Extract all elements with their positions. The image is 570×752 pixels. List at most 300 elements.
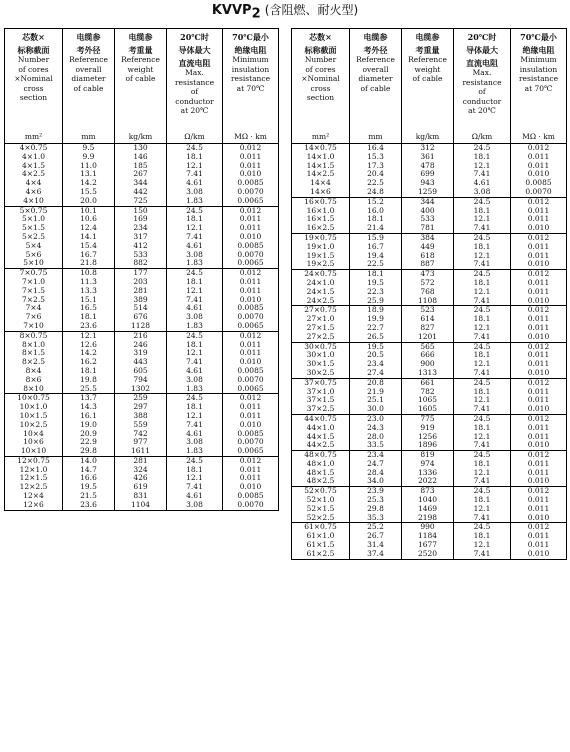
cell-insulation: 0.012 [223,331,279,340]
header-unit: mm [81,132,96,141]
cell-weight: 725 [115,197,167,206]
cell-cores: 19×0.75 [292,233,350,242]
header-label-en: Number [17,55,50,64]
cell-weight: 312 [402,144,454,153]
cell-resistance: 12.1 [454,360,511,369]
cell-resistance: 12.1 [454,541,511,550]
cell-insulation: 0.011 [511,252,567,261]
table-row [292,342,567,351]
cell-resistance: 24.5 [167,144,223,153]
cell-resistance: 18.1 [454,351,511,360]
cell-resistance: 24.5 [454,306,511,315]
cell-insulation: 0.011 [511,532,567,541]
table-row [5,501,279,510]
cell-cores: 8×10 [5,385,63,394]
cell-cores: 37×2.5 [292,405,350,414]
table-row [5,438,279,447]
table-row [5,322,279,331]
cell-diameter: 23.6 [63,501,115,510]
cell-cores: 52×0.75 [292,487,350,496]
table-row [5,206,279,215]
cell-cores: 5×4 [5,242,63,251]
table-header-row [5,29,279,144]
table-row [292,360,567,369]
cell-cores: 14×2.5 [292,170,350,179]
cell-resistance: 24.5 [454,451,511,460]
cell-weight: 1065 [402,396,454,405]
table-row [5,233,279,242]
cell-cores: 52×1.5 [292,505,350,514]
cell-diameter: 18.9 [350,306,402,315]
cell-weight: 1677 [402,541,454,550]
cell-cores: 16×0.75 [292,197,350,206]
cell-resistance: 7.41 [167,421,223,430]
cell-weight: 1040 [402,496,454,505]
cell-diameter: 11.0 [63,162,115,171]
cell-weight: 873 [402,487,454,496]
cell-diameter: 22.5 [350,260,402,269]
cell-resistance: 7.41 [454,333,511,342]
cell-weight: 618 [402,252,454,261]
cell-insulation: 0.012 [511,451,567,460]
cell-diameter: 18.1 [350,215,402,224]
cell-resistance: 18.1 [167,403,223,412]
cell-insulation: 0.010 [223,233,279,242]
cell-weight: 1302 [115,385,167,394]
cell-diameter: 14.7 [63,466,115,475]
cell-diameter: 20.4 [350,170,402,179]
cell-insulation: 0.010 [511,550,567,559]
cell-cores: 4×4 [5,179,63,188]
table-row [292,306,567,315]
cell-insulation: 0.012 [223,144,279,153]
cell-insulation: 0.011 [511,433,567,442]
cell-cores: 12×1.5 [5,474,63,483]
cell-diameter: 23.9 [350,487,402,496]
cell-cores: 14×1.0 [292,153,350,162]
table-row [292,144,567,153]
cell-cores: 61×0.75 [292,523,350,532]
table-row [292,405,567,414]
table-row [5,376,279,385]
cell-weight: 1313 [402,369,454,378]
cell-diameter: 18.1 [350,270,402,279]
cell-resistance: 18.1 [454,388,511,397]
table-row [292,532,567,541]
cell-cores: 52×2.5 [292,514,350,523]
cell-resistance: 4.61 [454,179,511,188]
cell-insulation: 0.0070 [511,188,567,197]
cell-cores: 27×2.5 [292,333,350,342]
header-label-en: ×Nominal [301,74,340,83]
cell-diameter: 22.3 [350,288,402,297]
cell-diameter: 14.1 [63,233,115,242]
cell-resistance: 7.41 [454,224,511,233]
cell-resistance: 18.1 [454,207,511,216]
cell-resistance: 4.61 [167,242,223,251]
cell-diameter: 28.4 [350,469,402,478]
cell-insulation: 0.012 [511,144,567,153]
cell-weight: 827 [402,324,454,333]
table-row [292,179,567,188]
header-unit: mm [368,132,383,141]
cell-resistance: 4.61 [167,367,223,376]
table-row [5,170,279,179]
cell-diameter: 13.1 [63,170,115,179]
cell-insulation: 0.012 [223,394,279,403]
cell-weight: 234 [115,224,167,233]
cell-insulation: 0.011 [223,341,279,350]
cell-insulation: 0.011 [511,496,567,505]
cell-cores: 52×1.0 [292,496,350,505]
cell-diameter: 29.8 [63,447,115,456]
cell-insulation: 0.0085 [223,492,279,501]
header-unit: MΩ · km [522,132,555,141]
cell-resistance: 12.1 [454,396,511,405]
cell-weight: 2198 [402,514,454,523]
title-subtitle: (含阻燃、耐火型) [264,3,359,17]
cell-diameter: 19.5 [350,342,402,351]
cell-diameter: 19.4 [350,252,402,261]
cell-cores: 16×2.5 [292,224,350,233]
cell-diameter: 25.1 [350,396,402,405]
cell-diameter: 15.4 [63,242,115,251]
cell-resistance: 1.83 [167,447,223,456]
cell-diameter: 9.5 [63,144,115,153]
cell-diameter: 20.8 [350,378,402,387]
column-header-diameter [63,29,115,144]
table-row [292,197,567,206]
cell-cores: 24×0.75 [292,270,350,279]
cell-insulation: 0.0085 [223,242,279,251]
cell-cores: 7×2.5 [5,296,63,305]
cell-weight: 146 [115,153,167,162]
cell-diameter: 10.8 [63,269,115,278]
cell-insulation: 0.010 [511,477,567,486]
table-row [292,441,567,450]
table-row [5,466,279,475]
table-row [292,460,567,469]
cell-diameter: 16.6 [63,474,115,483]
header-label-en: at 70℃ [524,83,553,93]
cell-cores: 24×2.5 [292,297,350,306]
cell-diameter: 19.0 [63,421,115,430]
cell-insulation: 0.010 [223,483,279,492]
table-row [292,324,567,333]
cell-cores: 12×4 [5,492,63,501]
cell-resistance: 18.1 [454,496,511,505]
cell-diameter: 17.3 [350,162,402,171]
cell-diameter: 35.3 [350,514,402,523]
cell-weight: 297 [115,403,167,412]
table-row [5,304,279,313]
cell-diameter: 23.4 [350,451,402,460]
cell-resistance: 12.1 [454,215,511,224]
table-row [5,144,279,153]
header-label-zh: 直流电阻 [178,58,211,68]
cell-insulation: 0.010 [511,514,567,523]
table-row [292,188,567,197]
header-unit: Ω/km [184,132,205,141]
table-row [5,251,279,260]
table-row [292,279,567,288]
cell-weight: 324 [115,466,167,475]
cell-resistance: 18.1 [454,315,511,324]
cell-weight: 1469 [402,505,454,514]
cell-cores: 37×0.75 [292,378,350,387]
cell-resistance: 12.1 [454,324,511,333]
cell-insulation: 0.011 [223,474,279,483]
cell-weight: 1896 [402,441,454,450]
cell-diameter: 15.5 [63,188,115,197]
cell-weight: 794 [115,376,167,385]
cell-resistance: 24.5 [454,233,511,242]
cell-weight: 281 [115,287,167,296]
cell-cores: 10×1.5 [5,412,63,421]
cell-cores: 48×0.75 [292,451,350,460]
table-row [292,153,567,162]
header-label-en: of [478,87,486,96]
cell-resistance: 18.1 [167,215,223,224]
header-label-en: Minimum [232,55,269,64]
cell-resistance: 3.08 [167,376,223,385]
cell-diameter: 20.9 [63,430,115,439]
header-label-en: Max. [472,68,492,77]
cell-insulation: 0.011 [223,162,279,171]
cell-insulation: 0.011 [511,315,567,324]
cell-diameter: 12.6 [63,341,115,350]
header-label-en: of cores [18,64,49,74]
table-row [292,297,567,306]
cell-cores: 24×1.5 [292,288,350,297]
cell-insulation: 0.010 [223,358,279,367]
cell-cores: 5×1.0 [5,215,63,224]
cell-diameter: 9.9 [63,153,115,162]
cell-diameter: 18.1 [63,367,115,376]
cell-resistance: 12.1 [454,433,511,442]
cell-resistance: 7.41 [454,260,511,269]
table-row [292,396,567,405]
table-body [5,144,279,511]
page-title [0,2,570,23]
header-label-en: at 20℃ [180,106,209,115]
cell-resistance: 18.1 [167,278,223,287]
cell-diameter: 37.4 [350,550,402,559]
cell-insulation: 0.0065 [223,259,279,268]
cell-resistance: 7.41 [454,477,511,486]
cell-resistance: 7.41 [167,296,223,305]
cell-insulation: 0.010 [511,260,567,269]
header-label-zh: 20℃时 [467,32,497,42]
cell-diameter: 34.0 [350,477,402,486]
cell-weight: 478 [402,162,454,171]
cell-diameter: 23.6 [63,322,115,331]
cell-insulation: 0.011 [511,469,567,478]
cell-insulation: 0.011 [223,403,279,412]
header-label-zh: 绝缘电阻 [522,45,555,55]
header-label-en: of [190,87,199,96]
cell-weight: 442 [115,188,167,197]
table-row [5,188,279,197]
cell-insulation: 0.011 [511,215,567,224]
cell-diameter: 20.0 [63,197,115,206]
table-row [5,153,279,162]
cell-cores: 8×2.5 [5,358,63,367]
cell-diameter: 15.1 [63,296,115,305]
cell-cores: 4×1.5 [5,162,63,171]
cell-weight: 1128 [115,322,167,331]
table-row [292,433,567,442]
header-label-en: of cable [412,74,443,83]
cell-diameter: 16.7 [63,251,115,260]
cell-insulation: 0.010 [511,405,567,414]
cell-weight: 2520 [402,550,454,559]
cell-resistance: 18.1 [454,153,511,162]
cell-diameter: 15.2 [350,197,402,206]
cell-insulation: 0.012 [511,487,567,496]
cell-weight: 782 [402,388,454,397]
table-row [292,252,567,261]
cell-cores: 19×2.5 [292,260,350,269]
cell-resistance: 12.1 [167,224,223,233]
cell-insulation: 0.0065 [223,447,279,456]
cell-resistance: 18.1 [167,153,223,162]
cell-resistance: 7.41 [167,358,223,367]
cell-insulation: 0.0085 [223,179,279,188]
cell-weight: 185 [115,162,167,171]
cell-resistance: 7.41 [167,483,223,492]
table-row [292,333,567,342]
table-row [5,394,279,403]
cell-insulation: 0.011 [511,541,567,550]
cell-weight: 572 [402,279,454,288]
cell-resistance: 1.83 [167,385,223,394]
header-label-zh: 标称截面 [304,45,337,55]
cell-insulation: 0.010 [511,297,567,306]
header-label-en: Reference [121,55,160,64]
header-label-en: Max. [185,68,204,77]
cell-weight: 150 [115,206,167,215]
table-row [292,514,567,523]
cell-diameter: 23.0 [350,414,402,423]
spec-table-left [4,28,279,511]
cell-diameter: 26.7 [350,532,402,541]
cell-insulation: 0.011 [511,162,567,171]
cell-diameter: 12.4 [63,224,115,233]
cell-diameter: 13.3 [63,287,115,296]
header-unit: kg/km [128,132,153,141]
cell-weight: 412 [115,242,167,251]
cell-cores: 8×1.0 [5,341,63,350]
cell-cores: 44×1.0 [292,424,350,433]
cell-insulation: 0.012 [511,270,567,279]
table-row [292,233,567,242]
cell-diameter: 29.8 [350,505,402,514]
cell-weight: 882 [115,259,167,268]
table-row [5,215,279,224]
header-label-en: of cable [73,83,104,93]
table-row [292,388,567,397]
cell-insulation: 0.012 [511,197,567,206]
header-label-en: ×Nominal [14,74,53,83]
cell-cores: 10×10 [5,447,63,456]
cell-weight: 1259 [402,188,454,197]
cell-resistance: 12.1 [167,349,223,358]
cell-weight: 619 [115,483,167,492]
cell-weight: 974 [402,460,454,469]
cell-resistance: 7.41 [454,514,511,523]
cell-resistance: 1.83 [167,197,223,206]
column-header-resistance [167,29,223,144]
cell-diameter: 27.4 [350,369,402,378]
table-row [292,369,567,378]
cell-diameter: 16.4 [350,144,402,153]
cell-insulation: 0.011 [511,388,567,397]
cell-resistance: 18.1 [454,279,511,288]
table-row [292,243,567,252]
cell-cores: 37×1.5 [292,396,350,405]
cell-weight: 676 [115,313,167,322]
cell-diameter: 14.2 [63,349,115,358]
cell-cores: 44×2.5 [292,441,350,450]
header-label-en: weight [127,64,154,74]
table-row [292,215,567,224]
table-row [5,224,279,233]
header-label-en: cross [23,83,44,93]
cell-cores: 10×6 [5,438,63,447]
table-row [5,331,279,340]
header-label-en: of cores [305,64,336,74]
cell-insulation: 0.011 [511,424,567,433]
cell-weight: 2022 [402,477,454,486]
cell-diameter: 23.4 [350,360,402,369]
cell-diameter: 25.2 [350,523,402,532]
cell-insulation: 0.0065 [223,197,279,206]
cell-insulation: 0.011 [511,460,567,469]
title-subscript: 2 [251,6,261,22]
header-label-zh: 电缆参 [128,32,153,42]
cell-cores: 30×1.5 [292,360,350,369]
cell-resistance: 7.41 [454,550,511,559]
header-unit: kg/km [415,132,440,141]
header-label-zh: 绝缘电阻 [234,45,267,55]
header-label-zh: 电缆参 [363,32,388,42]
cell-weight: 614 [402,315,454,324]
header-label-zh: 70℃最小 [520,32,557,42]
header-unit: mm² [311,132,330,141]
column-header-cores [5,29,63,144]
cell-resistance: 3.08 [454,188,511,197]
column-header-insulation [223,29,279,144]
table-row [5,179,279,188]
cell-cores: 7×0.75 [5,269,63,278]
cell-insulation: 0.011 [511,324,567,333]
cell-resistance: 24.5 [167,206,223,215]
cell-insulation: 0.011 [511,360,567,369]
cell-weight: 384 [402,233,454,242]
cell-insulation: 0.011 [223,412,279,421]
cell-cores: 30×1.0 [292,351,350,360]
cell-diameter: 30.0 [350,405,402,414]
cell-cores: 5×2.5 [5,233,63,242]
cell-weight: 1104 [115,501,167,510]
cell-diameter: 24.7 [350,460,402,469]
cell-insulation: 0.011 [511,351,567,360]
cell-cores: 12×6 [5,501,63,510]
cell-weight: 130 [115,144,167,153]
cell-resistance: 24.5 [454,378,511,387]
header-label-en: Number [304,55,337,64]
